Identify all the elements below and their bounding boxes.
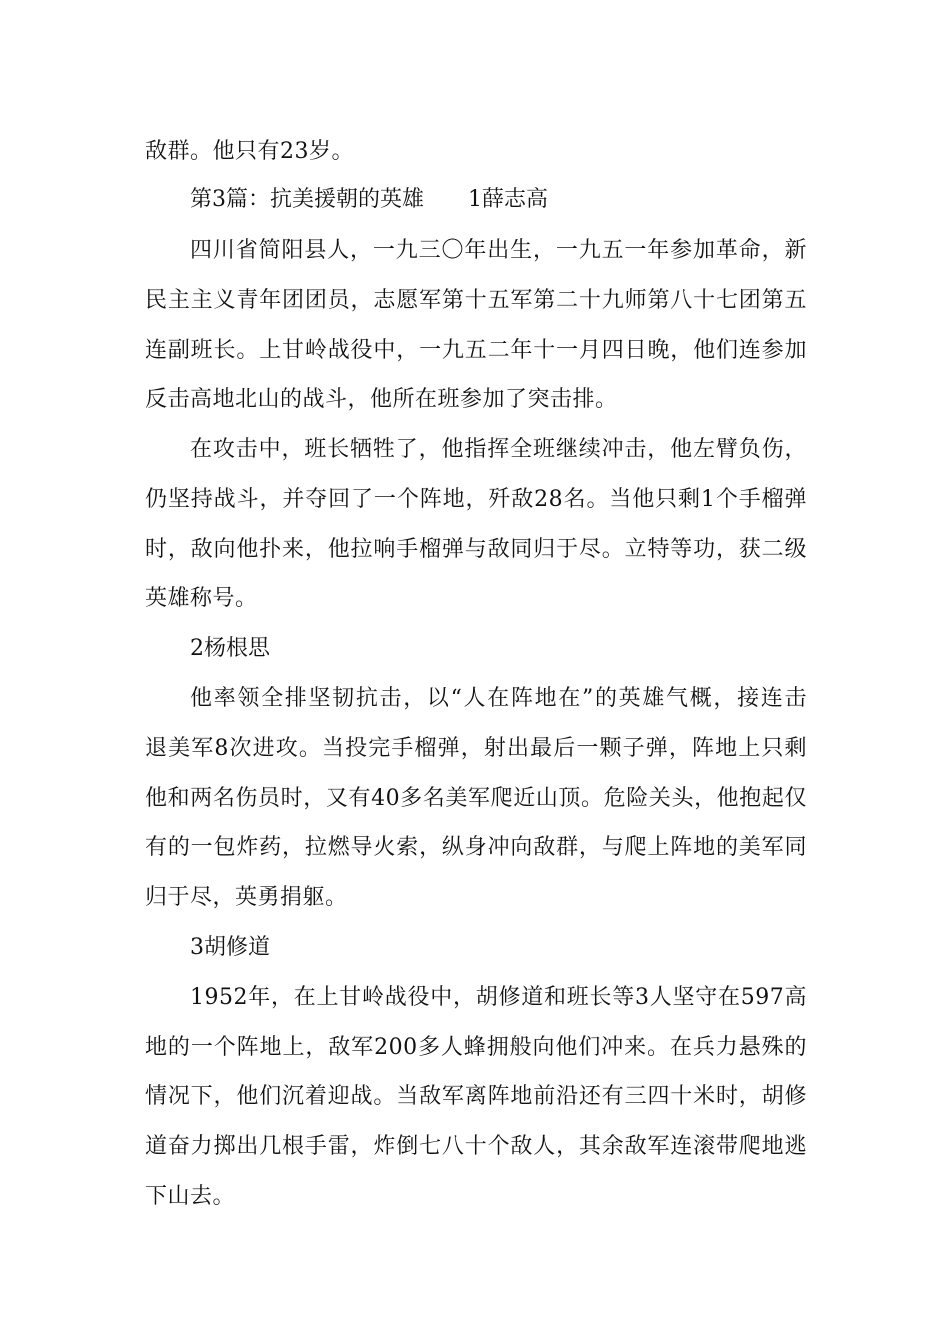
paragraph-line: 地的一个阵地上，敌军200多人蜂拥般向他们冲来。在兵力悬殊的: [145, 1035, 807, 1060]
hero-heading-2: 2杨根思: [190, 636, 270, 661]
carryover-line: 敌群。他只有23岁。: [145, 139, 354, 164]
article-heading: [190, 187, 807, 213]
paragraph-line: 退美军8次进攻。当投完手榴弹，射出最后一颗子弹，阵地上只剩: [145, 736, 807, 761]
paragraph-line: 在攻击中，班长牺牲了，他指挥全班继续冲击，他左臂负伤，: [190, 437, 807, 462]
paragraph-line: 他和两名伤员时，又有40多名美军爬近山顶。危险关头，他抱起仅: [145, 786, 807, 811]
paragraph-line: 有的一包炸药，拉燃导火索，纵身冲向敌群，与爬上阵地的美军同: [145, 835, 807, 860]
paragraph-line: 情况下，他们沉着迎战。当敌军离阵地前沿还有三四十米时，胡修: [145, 1084, 807, 1109]
paragraph-line: 英雄称号。: [145, 586, 258, 611]
paragraph-line: 反击高地北山的战斗，他所在班参加了突击排。: [145, 387, 618, 412]
paragraph-line: 四川省简阳县人，一九三〇年出生，一九五一年参加革命，新: [190, 238, 807, 263]
paragraph-line: 民主主义青年团团员，志愿军第十五军第二十九师第八十七团第五: [145, 288, 807, 313]
paragraph-line: 下山去。: [145, 1184, 236, 1209]
paragraph-line: 归于尽，英勇捐躯。: [145, 885, 348, 910]
paragraph-line: 连副班长。上甘岭战役中，一九五二年十一月四日晚，他们连参加: [145, 338, 807, 363]
paragraph-line: 道奋力掷出几根手雷，炸倒七八十个敌人，其余敌军连滚带爬地逃: [145, 1134, 807, 1159]
paragraph-line: 时，敌向他扑来，他拉响手榴弹与敌同归于尽。立特等功，获二级: [145, 537, 807, 562]
paragraph-line: 1952年，在上甘岭战役中，胡修道和班长等3人坚守在597高: [190, 985, 807, 1010]
hero-heading-1: 1薛志高: [468, 187, 548, 212]
hero-heading-3: 3胡修道: [190, 935, 270, 960]
paragraph-line: 他率领全排坚韧抗击，以“人在阵地在”的英雄气概，接连击: [190, 686, 807, 711]
article-title: 第3篇：抗美援朝的英雄: [190, 187, 424, 212]
paragraph-line: 仍坚持战斗，并夺回了一个阵地，歼敌28名。当他只剩1个手榴弹: [145, 487, 807, 512]
